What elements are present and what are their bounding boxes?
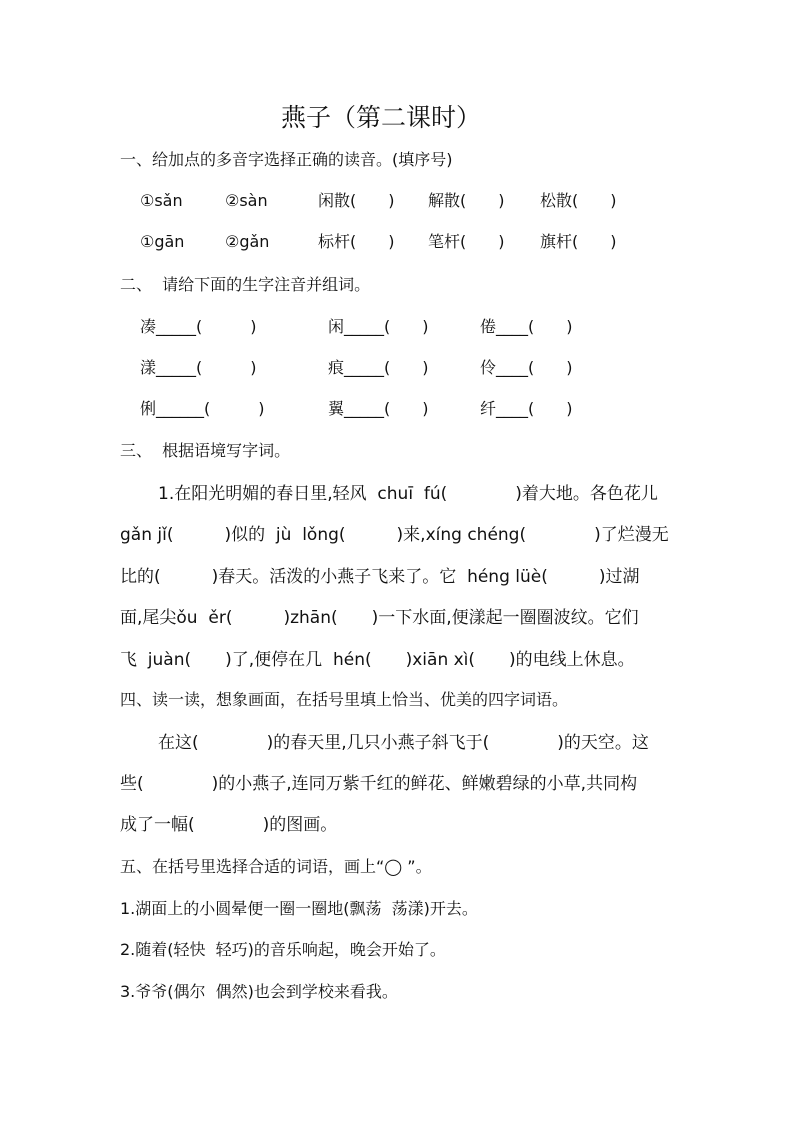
section1-heading: 一、给加点的多音字选择正确的读音。(填序号) <box>120 150 453 169</box>
s1-row2-word1: 标杆( ) <box>318 232 395 251</box>
s3-line: 飞 juàn( )了,便停在几 hén( )xiān xì( )的电线上休息。 <box>120 650 635 670</box>
s1-row1-word1: 闲散( ) <box>318 191 395 210</box>
section5-heading: 五、在括号里选择合适的词语，画上“◯ ”。 <box>120 857 432 876</box>
s4-line: 些( )的小燕子,连同万紫千红的鲜花、鲜嫩碧绿的小草,共同构 <box>120 774 638 794</box>
s2-item: 俐______( ) <box>140 399 265 418</box>
s1-row1-opt1: ①sǎn <box>140 191 183 210</box>
s4-line: 在这( )的春天里,几只小燕子斜飞于( )的天空。这 <box>158 733 649 753</box>
s1-row2-opt2: ②gǎn <box>225 232 270 251</box>
s2-item: 凑_____( ) <box>140 317 257 336</box>
s2-item: 痕_____( ) <box>328 358 429 377</box>
s1-row1-opt2: ②sàn <box>225 191 268 210</box>
s2-item: 翼_____( ) <box>328 399 429 418</box>
s5-item: 3.爷爷(偶尔 偶然)也会到学校来看我。 <box>120 982 398 1001</box>
section3-heading: 三、 根据语境写字词。 <box>120 441 291 460</box>
s1-row2-opt1: ①gān <box>140 232 185 251</box>
s1-row2-word2: 笔杆( ) <box>428 232 505 251</box>
s5-item: 2.随着(轻快 轻巧)的音乐响起，晚会开始了。 <box>120 940 446 959</box>
s1-row2-word3: 旗杆( ) <box>540 232 617 251</box>
s2-item: 纤____( ) <box>480 399 573 418</box>
page-title: 燕子（第二课时） <box>281 103 482 132</box>
s3-line: 面,尾尖ǒu ěr( )zhān( )一下水面,便漾起一圈圈波纹。它们 <box>120 608 639 628</box>
s3-line: 1.在阳光明媚的春日里,轻风 chuī fú( )着大地。各色花儿 <box>158 484 658 504</box>
s1-row1-word2: 解散( ) <box>428 191 505 210</box>
s2-item: 闲_____( ) <box>328 317 429 336</box>
s3-line: gǎn jǐ( )似的 jù lǒng( )来,xíng chéng( )了烂漫无 <box>120 525 669 545</box>
s5-item: 1.湖面上的小圆晕便一圈一圈地(飘荡 荡漾)开去。 <box>120 899 478 918</box>
s3-line: 比的( )春天。活泼的小燕子飞来了。它 héng lüè( )过湖 <box>120 567 640 587</box>
s1-row1-word3: 松散( ) <box>540 191 617 210</box>
s2-item: 伶____( ) <box>480 358 573 377</box>
section4-heading: 四、读一读，想象画面，在括号里填上恰当、优美的四字词语。 <box>120 690 569 709</box>
s4-line: 成了一幅( )的图画。 <box>120 815 338 835</box>
s2-item: 漾_____( ) <box>140 358 257 377</box>
section2-heading: 二、 请给下面的生字注音并组词。 <box>120 275 371 294</box>
s2-item: 倦____( ) <box>480 317 573 336</box>
